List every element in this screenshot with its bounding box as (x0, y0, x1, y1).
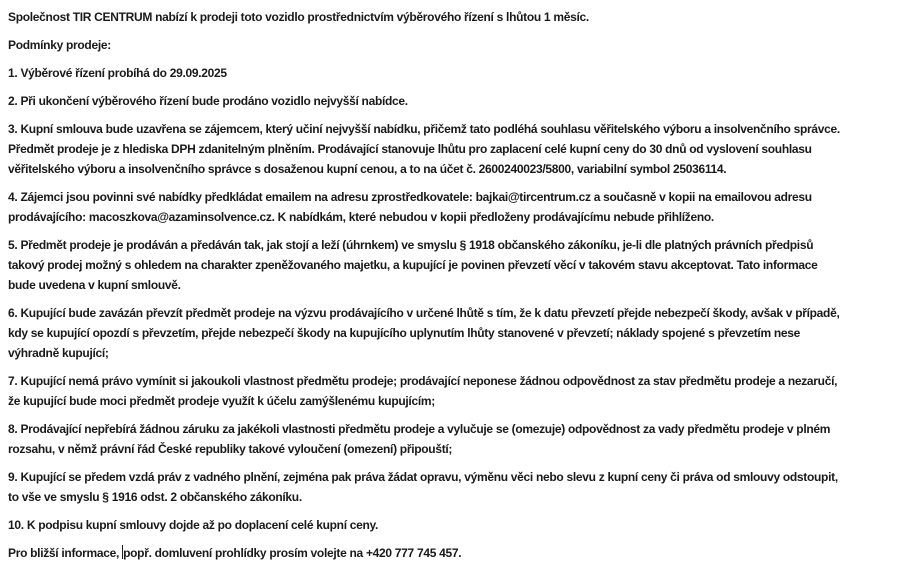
text-line-with-cursor (8, 543, 912, 563)
paragraph-item-8 (8, 419, 912, 459)
text-line: Společnost TIR CENTRUM nabízí k prodeji toto vozidlo prostřednictvím výběrového řízení s lhůtou 1 měsíc. (8, 10, 589, 24)
text-line: Podmínky prodeje: (8, 38, 111, 52)
text-line: že kupující bude moci předmět prodeje využít k účelu zamýšlenému kupujícím; (8, 394, 435, 408)
text-line: 2. Při ukončení výběrového řízení bude prodáno vozidlo nejvyšší nabídce. (8, 94, 408, 108)
text-line: 3. Kupní smlouva bude uzavřena se zájemcem, který učiní nejvyšší nabídku, přičemž tato podléhá souhlasu věřitelského výboru a insolvenčního správce. (8, 122, 840, 136)
paragraph-intro (8, 7, 912, 27)
paragraph-contact (8, 543, 912, 563)
paragraph-item-6 (8, 303, 912, 363)
paragraph-item-4 (8, 187, 912, 227)
text-line: bude uvedena v kupní smlouvě. (8, 278, 181, 292)
paragraph-item-7 (8, 371, 912, 411)
text-line: Předmět prodeje je z hlediska DPH zdanitelným plněním. Prodávající stanovuje lhůtu pro zaplacení celé kupní ceny do 30 dnů od vyslovení souhlasu (8, 142, 812, 156)
paragraph-item-9 (8, 467, 912, 507)
paragraph-item-5 (8, 235, 912, 295)
paragraph-conditions-heading (8, 35, 912, 55)
text-line: 5. Předmět prodeje je prodáván a předáván tak, jak stojí a leží (úhrnkem) ve smyslu § 1918 občanského zákoníku, je-li dle platných právních předpisů (8, 238, 814, 252)
text-line: 8. Prodávající nepřebírá žádnou záruku za jakékoli vlastnosti předmětu prodeje a vylučuje se (omezuje) odpovědnost za vady předmětu prodeje v plném (8, 422, 831, 436)
text-line: 7. Kupující nemá právo vymínit si jakoukoli vlastnost předmětu prodeje; prodávající neponese žádnou odpovědnost za stav předmětu prodeje a nezaručí, (8, 374, 838, 388)
paragraph-item-1 (8, 63, 912, 83)
text-line: 1. Výběrové řízení probíhá do 29.09.2025 (8, 66, 227, 80)
paragraph-item-2 (8, 91, 912, 111)
contact-text-before-cursor: Pro bližší informace, (8, 546, 123, 560)
paragraph-item-3 (8, 119, 912, 179)
text-line: takový prodej možný s ohledem na charakter zpeněžovaného majetku, a kupující je povinen převzetí věcí v takovém stavu akceptovat. Tato informace (8, 258, 818, 272)
paragraph-item-10 (8, 515, 912, 535)
text-line: rozsahu, v němž právní řád České republiky takové vyloučení (omezení) připouští; (8, 442, 453, 456)
text-line: prodávajícího: macoszkova@azaminsolvence.cz. K nabídkám, které nebudou v kopii předloženy prodávajícímu nebude přihlíženo. (8, 210, 714, 224)
text-line: kdy se kupující opozdí s převzetím, přejde nebezpečí škody na kupujícího uplynutím lhůty stanovené v převzetí; náklady spojené s převzetím nese (8, 326, 800, 340)
text-line: výhradně kupující; (8, 346, 109, 360)
text-line: věřitelského výboru a insolvenčního správce s dosaženou kupní cenou, a to na účet č. 2600240023/5800, variabilní symbol 25036114. (8, 162, 727, 176)
text-line: 10. K podpisu kupní smlouvy dojde až po doplacení celé kupní ceny. (8, 518, 379, 532)
text-line: 4. Zájemci jsou povinni své nabídky předkládat emailem na adresu zprostředkovatele: bajkai@tircentrum.cz a současně v kopii na emailovou adresu (8, 190, 812, 204)
text-line: 6. Kupující bude zavázán převzít předmět prodeje na výzvu prodávajícího v určené lhůtě s tím, že k datu převzetí přejde nebezpečí škody, avšak v případě, (8, 306, 840, 320)
contact-text-after-cursor: popř. domluvení prohlídky prosím volejte na +420 777 745 457. (123, 546, 462, 560)
text-line: 9. Kupující se předem vzdá práv z vadného plnění, zejména pak práva žádat opravu, výměnu věci nebo slevu z kupní ceny či práva od smlouvy odstoupit, (8, 470, 838, 484)
text-line: to vše ve smyslu § 1916 odst. 2 občanského zákoníku. (8, 490, 302, 504)
